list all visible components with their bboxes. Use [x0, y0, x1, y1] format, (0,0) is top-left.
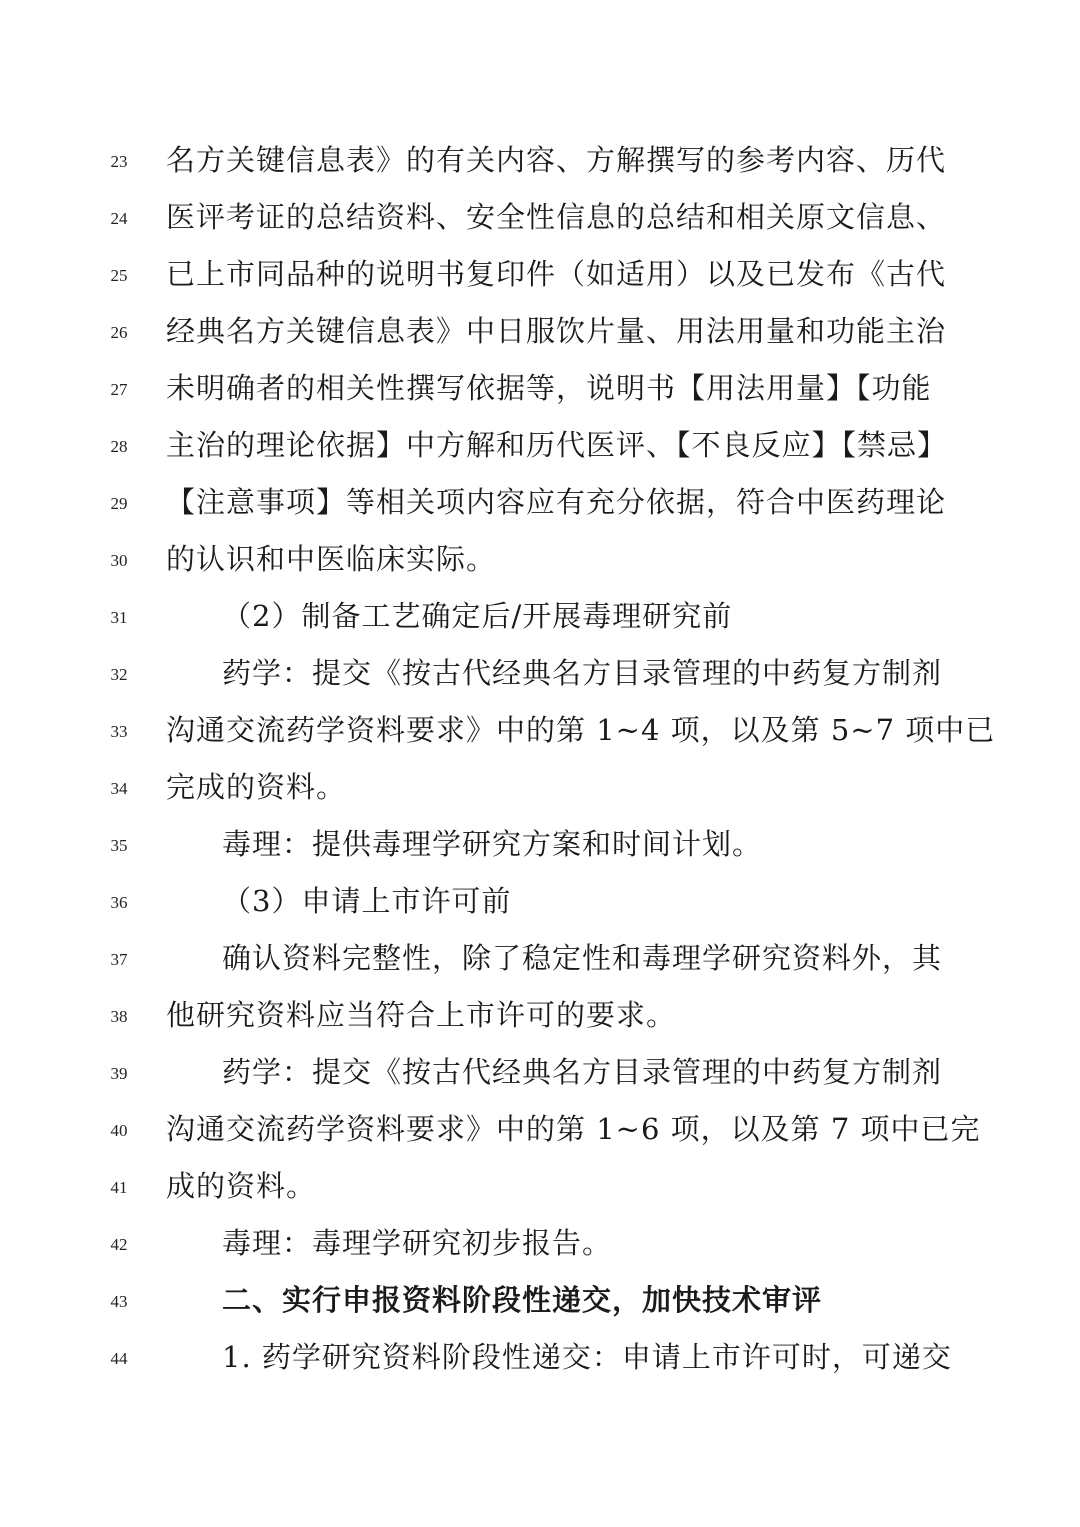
- line-number: 23: [110, 152, 128, 171]
- line-number: 41: [110, 1178, 128, 1197]
- document-line: [0, 932, 1080, 988]
- line-text: 经典名方关键信息表》中日服饮片量、用法用量和功能主治: [166, 314, 947, 348]
- line-number: 39: [110, 1064, 128, 1083]
- document-line: [0, 419, 1080, 475]
- line-number: 42: [110, 1235, 128, 1254]
- line-number: 31: [110, 608, 128, 627]
- line-text: 确认资料完整性，除了稳定性和毒理学研究资料外，其: [222, 941, 943, 975]
- line-number: 36: [110, 893, 128, 912]
- document-line: [0, 362, 1080, 418]
- line-number: 26: [110, 323, 128, 342]
- document-line: [0, 305, 1080, 361]
- line-text: 名方关键信息表》的有关内容、方解撰写的参考内容、历代: [166, 143, 947, 177]
- line-number: 43: [110, 1292, 128, 1311]
- line-text: （2）制备工艺确定后/开展毒理研究前: [222, 599, 733, 633]
- line-text: 【注意事项】等相关项内容应有充分依据，符合中医药理论: [166, 485, 947, 519]
- line-text: 未明确者的相关性撰写依据等，说明书【用法用量】【功能: [166, 371, 932, 405]
- line-number: 24: [110, 209, 128, 228]
- line-text: 毒理：毒理学研究初步报告。: [222, 1226, 613, 1260]
- section-heading: 二、实行申报资料阶段性递交，加快技术审评: [222, 1283, 823, 1317]
- document-line: [0, 590, 1080, 646]
- line-number: 32: [110, 665, 128, 684]
- line-text: 完成的资料。: [166, 770, 347, 804]
- line-text: 1. 药学研究资料阶段性递交：申请上市许可时，可递交: [222, 1340, 952, 1374]
- document-line: [0, 989, 1080, 1045]
- line-number: 35: [110, 836, 128, 855]
- document-line: [0, 818, 1080, 874]
- document-line: [0, 476, 1080, 532]
- document-line: [0, 1103, 1080, 1159]
- line-number: 34: [110, 779, 128, 798]
- line-text: 医评考证的总结资料、安全性信息的总结和相关原文信息、: [166, 200, 947, 234]
- line-text: 药学：提交《按古代经典名方目录管理的中药复方制剂: [222, 656, 943, 690]
- line-text: 已上市同品种的说明书复印件（如适用）以及已发布《古代: [166, 257, 947, 291]
- line-number: 33: [110, 722, 128, 741]
- line-text: 他研究资料应当符合上市许可的要求。: [166, 998, 677, 1032]
- document-line: [0, 1274, 1080, 1330]
- line-text: 主治的理论依据】中方解和历代医评、【不良反应】【禁忌】: [166, 428, 948, 462]
- line-number: 27: [110, 380, 128, 399]
- line-text: 沟通交流药学资料要求》中的第 1~4 项，以及第 5~7 项中已: [166, 713, 996, 747]
- document-line: [0, 704, 1080, 760]
- line-text: （3）申请上市许可前: [222, 884, 512, 918]
- document-line: [0, 875, 1080, 931]
- document-line: [0, 1331, 1080, 1387]
- document-line: [0, 647, 1080, 703]
- line-text: 毒理：提供毒理学研究方案和时间计划。: [222, 827, 763, 861]
- line-number: 25: [110, 266, 128, 285]
- document-line: [0, 1217, 1080, 1273]
- line-text: 药学：提交《按古代经典名方目录管理的中药复方制剂: [222, 1055, 943, 1089]
- line-number: 30: [110, 551, 128, 570]
- line-number: 44: [110, 1349, 128, 1368]
- document-line: [0, 1046, 1080, 1102]
- line-number: 40: [110, 1121, 128, 1140]
- line-number: 29: [110, 494, 128, 513]
- line-number: 37: [110, 950, 128, 969]
- line-number: 28: [110, 437, 128, 456]
- line-text: 的认识和中医临床实际。: [166, 542, 497, 576]
- line-text: 成的资料。: [166, 1169, 317, 1203]
- document-line: [0, 134, 1080, 190]
- document-line: [0, 761, 1080, 817]
- line-number: 38: [110, 1007, 128, 1026]
- document-line: [0, 533, 1080, 589]
- line-text: 沟通交流药学资料要求》中的第 1~6 项，以及第 7 项中已完: [166, 1112, 981, 1146]
- document-line: [0, 1160, 1080, 1216]
- document-line: [0, 248, 1080, 304]
- document-line: [0, 191, 1080, 247]
